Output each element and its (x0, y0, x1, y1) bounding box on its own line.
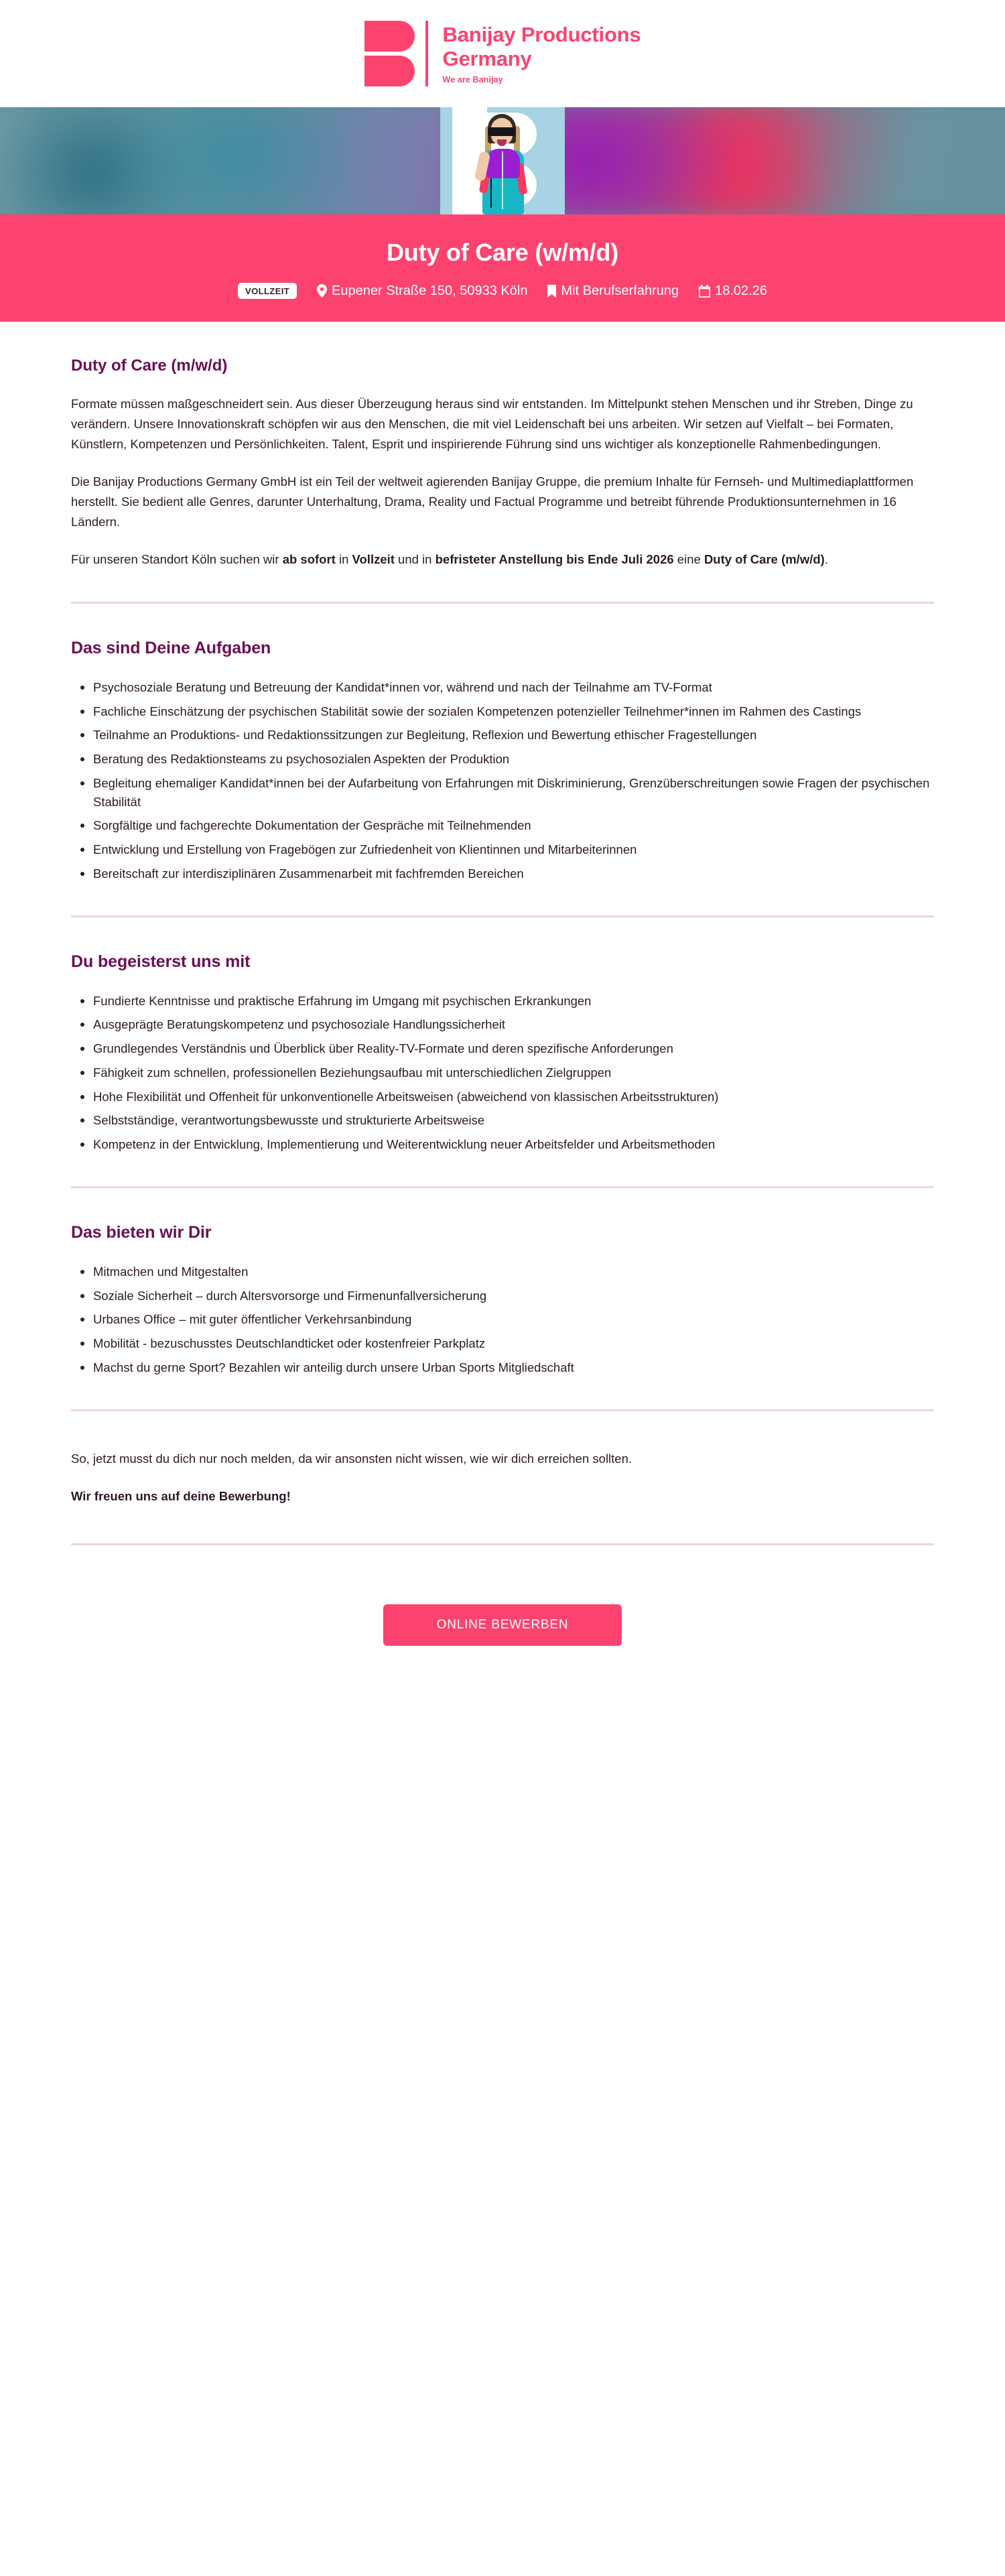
section-heading-benefits: Das bieten wir Dir (71, 1222, 212, 1242)
meta-date-text: 18.02.26 (715, 283, 767, 298)
jacket-zipper (502, 151, 503, 209)
intro-p3-bold1: ab sofort (282, 552, 336, 566)
site-header (0, 0, 1005, 107)
section-apply (71, 1543, 934, 1710)
list-item: Mobilität - bezuschusstes Deutschlandticket oder kostenfreier Parkplatz (71, 1334, 934, 1353)
job-title-bar (0, 214, 1005, 322)
closing-bold-line (71, 1486, 934, 1506)
intro-p3-part4: eine (673, 552, 704, 566)
list-item: Sorgfältige und fachgerechte Dokumentation der Gespräche mit Teilnehmenden (71, 816, 934, 835)
job-content (0, 322, 1005, 1710)
list-item: Selbstständige, verantwortungsbewusste und strukturierte Arbeitsweise (71, 1111, 934, 1130)
sunglasses-icon (488, 127, 516, 136)
hero-banner (0, 107, 1005, 214)
list-item: Beratung des Redaktionsteams zu psychosozialen Aspekten der Produktion (71, 750, 934, 769)
section-closing (71, 1409, 934, 1544)
closing-bold-text: Wir freuen uns auf deine Bewerbung! (71, 1488, 291, 1503)
list-item: Soziale Sicherheit – durch Altersvorsorge und Firmenunfallversicherung (71, 1287, 934, 1305)
profil-list (71, 992, 934, 1154)
section-benefits (71, 1186, 934, 1409)
meta-date (699, 283, 767, 299)
meta-location-text: Eupener Straße 150, 50933 Köln (332, 283, 528, 298)
list-item: Machst du gerne Sport? Bezahlen wir anteilig durch unsere Urban Sports Mitgliedschaft (71, 1358, 934, 1377)
logo-divider (425, 21, 428, 86)
intro-p3-bold3: befristeter Anstellung bis Ende Juli 2026 (435, 552, 674, 566)
employment-type-badge: VOLLZEIT (238, 283, 297, 299)
intro-heading: Duty of Care (m/w/d) (71, 357, 228, 375)
intro-p3-part3: und in (394, 552, 436, 566)
intro-p3-part5: . (824, 552, 828, 566)
intro-p3-bold4: Duty of Care (m/w/d) (704, 552, 825, 566)
headphone-cable (490, 178, 492, 208)
logo-name-line2: Germany (442, 47, 532, 70)
list-item: Teilnahme an Produktions- und Redaktionssitzungen zur Begleitung, Reflexion und Bewertung ethischer Fragestellungen (71, 726, 934, 745)
location-pin-icon (317, 284, 327, 298)
closing-paragraph: So, jetzt musst du dich nur noch melden, da wir ansonsten nicht wissen, wie wir dich erreichen sollten. (71, 1451, 632, 1466)
list-item: Fachliche Einschätzung der psychischen Stabilität sowie der sozialen Kompetenzen potenzieller Teilnehmer*innen im Rahmen des Castings (71, 702, 934, 721)
logo-bar-top (364, 21, 415, 52)
hero-person-illustration (470, 114, 535, 214)
list-item: Entwicklung und Erstellung von Fragebögen zur Zufriedenheit von Klientinnen und Mitarbeiterinnen (71, 840, 934, 859)
list-item: Bereitschaft zur interdisziplinären Zusammenarbeit mit fachfremden Bereichen (71, 864, 934, 883)
aufgaben-list (71, 678, 934, 883)
page-title: Duty of Care (w/m/d) (386, 239, 619, 266)
intro-paragraph-1: Formate müssen maßgeschneidert sein. Aus dieser Überzeugung heraus sind wir entstanden. Im Mittelpunkt stehen Menschen und ihr Streben, Dinge zu verändern. Unsere Innovationskraft schöpfen wir aus den Menschen, die mit viel Leidenschaft bei uns arbeiten. Wir setzen auf Vielfalt – bei Formaten, Künstlern, Kompetenzen und Persönlichkeiten. Talent, Esprit und inspirierende Führung sind uns wichtiger als konzeptionelle Rahmenbedingungen. (71, 397, 913, 451)
logo-wordmark (443, 21, 641, 86)
calendar-icon (699, 285, 710, 298)
list-item: Psychosoziale Beratung und Betreuung der Kandidat*innen vor, während und nach der Teilnahme am TV-Format (71, 678, 934, 697)
logo-name-line1: Banijay Productions (442, 23, 641, 47)
section-intro (71, 322, 934, 602)
figure-chest-panel (486, 149, 520, 178)
section-profil (71, 915, 934, 1186)
intro-p3-part2: in (335, 552, 352, 566)
intro-p3-part1: Für unseren Standort Köln suchen wir (71, 552, 283, 566)
list-item: Fundierte Kenntnisse und praktische Erfahrung im Umgang mit psychischen Erkrankungen (71, 992, 934, 1011)
intro-paragraph-2: Die Banijay Productions Germany GmbH ist ein Teil der weltweit agierenden Banijay Gruppe, die premium Inhalte für Fernseh- und Multimediaplattformen herstellt. Sie bedient alle Genres, darunter Unterhaltung, Drama, Reality und Factual Programme und betreibt führende Produktionsunternehmen in 16 Ländern. (71, 474, 914, 529)
job-meta-row (13, 283, 992, 299)
section-heading-profil: Du begeisterst uns mit (71, 952, 251, 971)
banijay-b-mark-icon (364, 21, 415, 86)
list-item: Grundlegendes Verständnis und Überblick über Reality-TV-Formate und deren spezifische Anforderungen (71, 1039, 934, 1058)
section-heading-aufgaben: Das sind Deine Aufgaben (71, 638, 271, 657)
intro-paragraph-3 (71, 550, 934, 570)
list-item: Ausgeprägte Beratungskompetenz und psychosoziale Handlungssicherheit (71, 1015, 934, 1034)
hero-photo (440, 107, 565, 214)
apply-button[interactable]: ONLINE BEWERBEN (383, 1604, 622, 1646)
intro-p3-bold2: Vollzeit (352, 552, 395, 566)
list-item: Fähigkeit zum schnellen, professionellen Beziehungsaufbau mit unterschiedlichen Zielgruppen (71, 1064, 934, 1082)
meta-location (317, 283, 527, 299)
benefits-list (71, 1263, 934, 1377)
meta-experience (547, 283, 679, 299)
logo-bar-bottom (364, 56, 415, 86)
logo-tagline: We are Banijay (442, 74, 503, 84)
bookmark-icon (547, 285, 556, 298)
figure-mouth (497, 139, 507, 146)
section-aufgaben (71, 602, 934, 915)
list-item: Mitmachen und Mitgestalten (71, 1263, 934, 1281)
meta-experience-text: Mit Berufserfahrung (561, 283, 679, 298)
list-item: Urbanes Office – mit guter öffentlicher Verkehrsanbindung (71, 1310, 934, 1329)
list-item: Hohe Flexibilität und Offenheit für unkonventionelle Arbeitsweisen (abweichend von klassischen Arbeitsstrukturen) (71, 1088, 934, 1106)
company-logo[interactable] (364, 21, 641, 86)
list-item: Begleitung ehemaliger Kandidat*innen bei der Aufarbeitung von Erfahrungen mit Diskriminierung, Grenzüberschreitungen sowie Fragen der psychischen Stabilität (71, 774, 934, 812)
list-item: Kompetenz in der Entwicklung, Implementierung und Weiterentwicklung neuer Arbeitsfelder und Arbeitsmethoden (71, 1135, 934, 1154)
